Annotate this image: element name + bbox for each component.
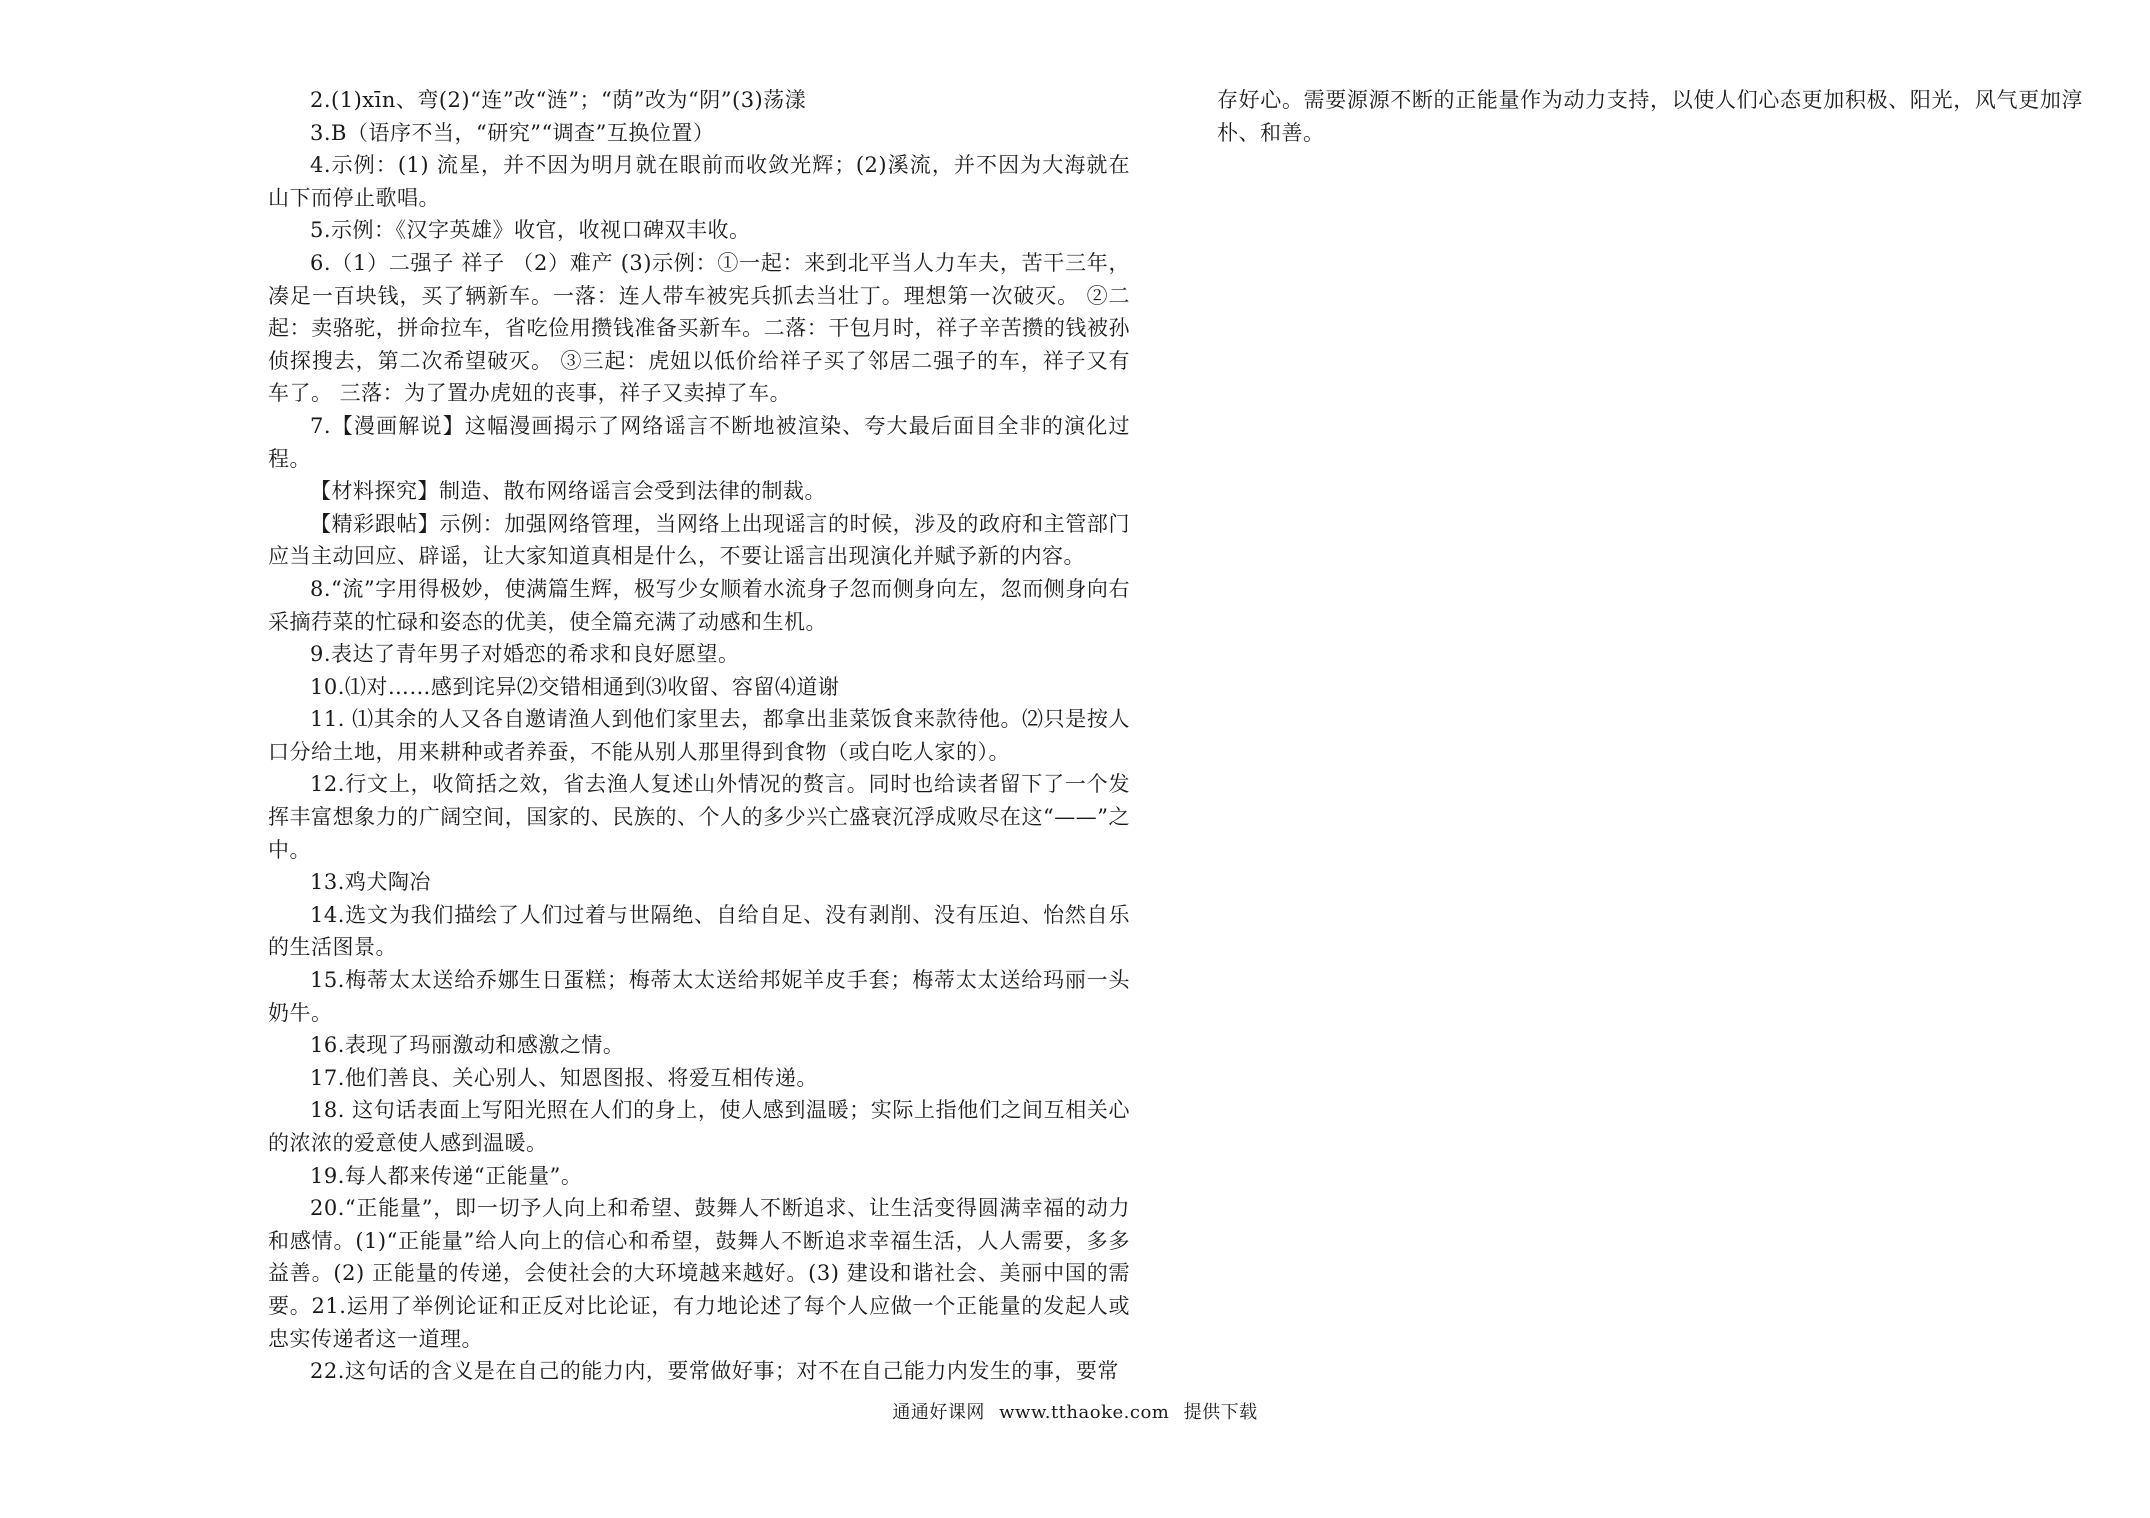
answer-22: 22.这句话的含义是在自己的能力内，要常做好事；对不在自己能力内发生的事，要常 [310,1359,1119,1384]
answer-3: 3.B（语序不当，“研究”“调查”互换位置） [310,120,715,145]
answer-13: 13.鸡犬陶冶 [310,870,431,895]
answer-14: 14.选文为我们描绘了人们过着与世隔绝、自给自足、没有剥削、没有压迫、怡然自乐的生活图景。 [268,902,1130,960]
footer-suffix: 提供下载 [1183,1402,1258,1423]
answer-7-followup: 【精彩跟帖】示例：加强网络管理，当网络上出现谣言的时候，涉及的政府和主管部门应当主动回应、辟谣，让大家知道真相是什么，不要让谣言出现演化并赋予新的内容。 [268,511,1130,569]
answer-4: 4.示例：(1) 流星，并不因为明月就在眼前而收敛光辉；(2)溪流，并不因为大海就在山下而停止歌唱。 [268,153,1130,210]
answer-2: 2.(1)xīn、弯(2)“连”改“涟”；“荫”改为“阴”(3)荡漾 [310,88,807,112]
page-footer [0,1398,2150,1424]
answer-5: 5.示例：《汉字英雄》收官，收视口碑双丰收。 [310,218,751,243]
footer-site-name: 通通好课网 [892,1402,985,1423]
answer-20-21: 20.“正能量”，即一切予人向上和希望、鼓舞人不断追求、让生活变得圆满幸福的动力和感情。(1)“正能量”给人向上的信心和希望，鼓舞人不断追求幸福生活，人人需要，多多益善。(2) 正能量的传递，会使社会的大环境越来越好。(3) 建设和谐社会、美丽中国的需要。21.运用了举例论证和正反对比论证，有力地论述了每个人应做一个正能量的发起人或忠实传递者这一道理。 [268,1196,1130,1351]
answer-10: 10.⑴对……感到诧异⑵交错相通到⑶收留、容留⑷道谢 [310,674,840,699]
answer-16: 16.表现了玛丽激动和感激之情。 [310,1033,625,1058]
answer-19: 19.每人都来传递“正能量”。 [310,1163,583,1188]
answer-15: 15.梅蒂太太送给乔娜生日蛋糕；梅蒂太太送给邦妮羊皮手套；梅蒂太太送给玛丽一头奶牛。 [268,968,1130,1025]
answer-6: 6.（1）二强子 祥子 （2）难产 (3)示例：①一起：来到北平当人力车夫，苦干三年，凑足一百块钱，买了辆新车。一落：连人带车被宪兵抓去当壮丁。理想第一次破灭。 ②二起：卖骆驼，拼命拉车，省吃俭用攒钱准备买新车。二落：干包月时，祥子辛苦攒的钱被孙侦探搜去，第二次希望破灭。 ③三起：虎妞以低价给祥子买了邻居二强子的车，祥子又有车了。 三落：为了置办虎妞的丧事，祥子又卖掉了车。 [268,250,1130,406]
answer-12: 12.行文上，收简括之效，省去渔人复述山外情况的赘言。同时也给读者留下了一个发挥丰富想象力的广阔空间，国家的、民族的、个人的多少兴亡盛衰沉浮成败尽在这“——”之中。 [268,772,1130,862]
answer-9: 9.表达了青年男子对婚恋的希求和良好愿望。 [310,642,740,667]
footer-url: www.tthaoke.com [999,1402,1170,1423]
answer-18: 18. 这句话表面上写阳光照在人们的身上，使人感到温暖；实际上指他们之间互相关心的浓浓的爱意使人感到温暖。 [268,1098,1130,1155]
answer-7-material: 【材料探究】制造、散布网络谣言会受到法律的制裁。 [310,479,826,504]
answer-7-comic: 7.【漫画解说】这幅漫画揭示了网络谣言不断地被渲染、夸大最后面目全非的演化过程。 [268,413,1130,471]
left-column [268,84,1130,1388]
answer-22-continued: 存好心。需要源源不断的正能量作为动力支持，以使人们心态更加积极、阳光，风气更加淳朴、和善。 [1217,88,2083,145]
answer-11: 11. ⑴其余的人又各自邀请渔人到他们家里去，都拿出韭菜饭食来款待他。⑵只是按人口分给土地，用来耕种或者养蚕，不能从别人那里得到食物（或白吃人家的）。 [268,707,1130,764]
answer-17: 17.他们善良、关心别人、知恩图报、将爱互相传递。 [310,1065,818,1090]
answer-8: 8.“流”字用得极妙，使满篇生辉，极写少女顺着水流身子忽而侧身向左，忽而侧身向右采摘荇菜的忙碌和姿态的优美，使全篇充满了动感和生机。 [268,576,1130,634]
right-column [1217,84,2083,149]
